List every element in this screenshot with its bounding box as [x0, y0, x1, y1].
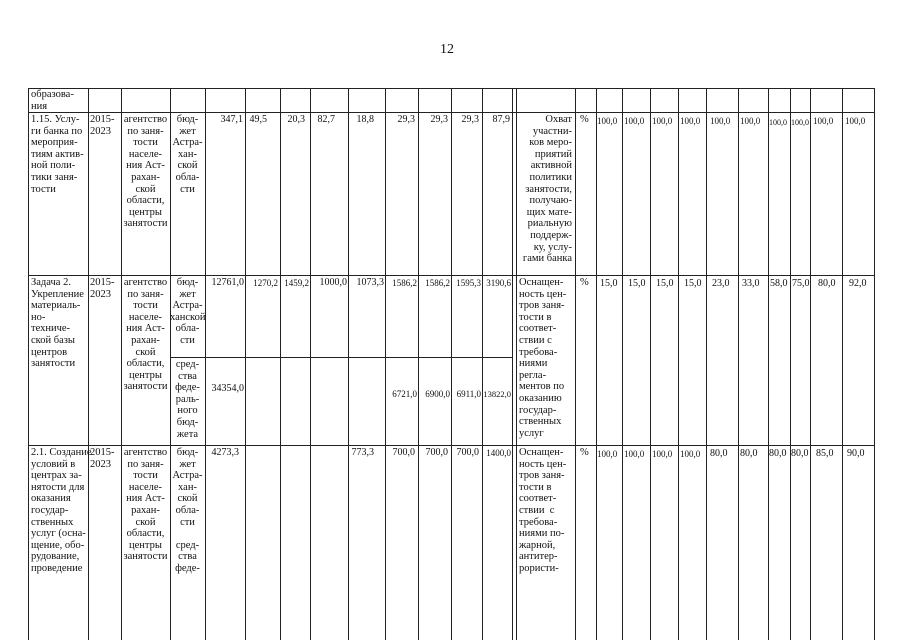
row-divider-partial [170, 357, 512, 358]
col-border [348, 88, 349, 640]
row2-unit: % [580, 277, 589, 288]
row1-indicator-value: 100,0 [791, 118, 809, 127]
row1-year-value: 87,9 [492, 114, 510, 125]
row2-year-value: 1595,3 [456, 278, 481, 288]
row2-indicator-value: 23,0 [712, 278, 730, 289]
row1-indicator-value: 100,0 [710, 116, 731, 126]
row1-year-value: 20,3 [287, 114, 305, 125]
row3-indicator-value: 80,0 [791, 448, 809, 459]
row1-executor: агентство по заня- тости населе- ния Аст- рахан- ской области, центры занятости [123, 114, 168, 230]
row3-indicator-value: 90,0 [847, 448, 865, 459]
row3-unit: % [580, 447, 589, 458]
row2-federal-year-value: 13822,0 [483, 389, 511, 399]
row2-indicator-value: 80,0 [818, 278, 836, 289]
col-border [28, 88, 29, 640]
row3-period: 2015- 2023 [90, 447, 115, 470]
row3-indicator-value: 80,0 [710, 448, 728, 459]
row1-year-value: 18,8 [356, 114, 374, 125]
row2-indicator-value: 15,0 [684, 278, 702, 289]
row3-source: бюд- жет Астра- хан- ской обла- сти сред- ства феде- [172, 447, 203, 574]
col-border [596, 88, 597, 640]
col-border [482, 88, 483, 640]
row3-year-value: 700,0 [392, 447, 415, 458]
row2-name: Задача 2. Укрепление материаль- но- техниче- ской базы центров занятости [31, 277, 84, 370]
row3-executor: агентство по заня- тости населе- ния Аст- рахан- ской области, центры занятости [123, 447, 168, 563]
row3-name: 2.1. Создание условий в центрах за- нятости для оказания государ- ственных услуг (осна- щение, обо- рудование, проведение [31, 447, 92, 574]
col-border [575, 88, 576, 640]
row3-indicator-value: 100,0 [652, 449, 673, 459]
col-border [842, 88, 843, 640]
col-border [385, 88, 386, 640]
row3-total: 4273,3 [211, 447, 239, 458]
col-border [768, 88, 769, 640]
col-border [738, 88, 739, 640]
col-border [280, 88, 281, 640]
row3-indicator-value: 80,0 [769, 448, 787, 459]
row2-total-federal: 34354,0 [211, 383, 244, 394]
row3-indicator-value: 85,0 [816, 448, 834, 459]
row3-year-value: 700,0 [425, 447, 448, 458]
row1-year-value: 49,5 [249, 114, 267, 125]
row3-indicator: Оснащен- ность цен- тров заня- тости в соответ- ствии с требова- ниями по- жарной, антитер- рористи- [519, 447, 567, 574]
row3-year-value: 773,3 [351, 447, 374, 458]
row2-indicator-value: 33,0 [742, 278, 760, 289]
row1-indicator: Охват участни- ков меро- приятий активной политики занятости, получаю- щих мате- риальную поддерж- ку, услу- гами банка [522, 114, 572, 265]
row2-indicator: Оснащен- ность цен- тров заня- тости в соответ- ствии с требова- ниями реглa- ментов по оказанию государ- ственных услуг [519, 277, 567, 439]
row1-year-value: 29,3 [430, 114, 448, 125]
row2-indicator-value: 58,0 [770, 278, 788, 289]
row2-source-federal: сред- ства феде- раль- ного бюд- жета [175, 359, 200, 440]
row3-indicator-value: 80,0 [740, 448, 758, 459]
row1-source: бюд- жет Астра- хан- ской обла- сти [172, 114, 203, 195]
page-number: 12 [440, 42, 454, 57]
row2-year-value: 1073,3 [356, 277, 384, 288]
table-border-right [874, 88, 875, 640]
row1-indicator-value: 100,0 [624, 116, 645, 126]
row2-indicator-value: 92,0 [849, 278, 867, 289]
row1-name: 1.15. Услу- ги банка по мероприя- тиям актив- ной поли- тики заня- тости [31, 114, 84, 195]
col-border [650, 88, 651, 640]
row2-year-value: 1586,2 [425, 278, 450, 288]
row2-year-value: 1000,0 [319, 277, 347, 288]
row2-federal-year-value: 6900,0 [425, 389, 450, 399]
row1-indicator-value: 100,0 [652, 116, 673, 126]
row1-indicator-value: 100,0 [813, 116, 834, 126]
col-border [451, 88, 452, 640]
row1-year-value: 29,3 [461, 114, 479, 125]
row1-unit: % [580, 114, 589, 125]
row2-source: бюд- жет Астра- ханской обла- сти [170, 277, 206, 346]
col-border [418, 88, 419, 640]
col-border [706, 88, 707, 640]
row1-total: 347,1 [220, 114, 243, 125]
row2-indicator-value: 75,0 [792, 278, 810, 289]
continued-cell: образова- ния [31, 89, 74, 112]
col-border [622, 88, 623, 640]
row2-indicator-value: 15,0 [628, 278, 646, 289]
row3-year-value: 700,0 [456, 447, 479, 458]
row2-federal-year-value: 6721,0 [392, 389, 417, 399]
row3-indicator-value: 100,0 [597, 449, 618, 459]
col-border [512, 88, 513, 640]
row1-indicator-value: 100,0 [769, 118, 787, 127]
row1-year-value: 29,3 [397, 114, 415, 125]
row2-federal-year-value: 6911,0 [456, 389, 481, 399]
col-border [678, 88, 679, 640]
row1-indicator-value: 100,0 [740, 116, 761, 126]
row3-indicator-value: 100,0 [624, 449, 645, 459]
row1-period: 2015- 2023 [90, 114, 115, 137]
row2-year-value: 1459,2 [284, 278, 309, 288]
col-border [790, 88, 791, 640]
row1-indicator-value: 100,0 [845, 116, 866, 126]
row3-year-value: 1400,0 [486, 448, 511, 458]
row1-year-value: 82,7 [317, 114, 335, 125]
row2-executor: агентство по заня- тости населе- ния Аст- рахан- ской области, центры занятости [123, 277, 168, 393]
row1-indicator-value: 100,0 [597, 116, 618, 126]
row1-indicator-value: 100,0 [680, 116, 701, 126]
col-border [245, 88, 246, 640]
col-border [310, 88, 311, 640]
row2-year-value: 1270,2 [253, 278, 278, 288]
row3-indicator-value: 100,0 [680, 449, 701, 459]
row2-period: 2015- 2023 [90, 277, 115, 300]
col-border [205, 88, 206, 640]
col-border [810, 88, 811, 640]
row2-indicator-value: 15,0 [600, 278, 618, 289]
row2-indicator-value: 15,0 [656, 278, 674, 289]
row2-year-value: 3190,6 [486, 278, 511, 288]
row2-total: 12761,0 [211, 277, 244, 288]
row2-year-value: 1586,2 [392, 278, 417, 288]
